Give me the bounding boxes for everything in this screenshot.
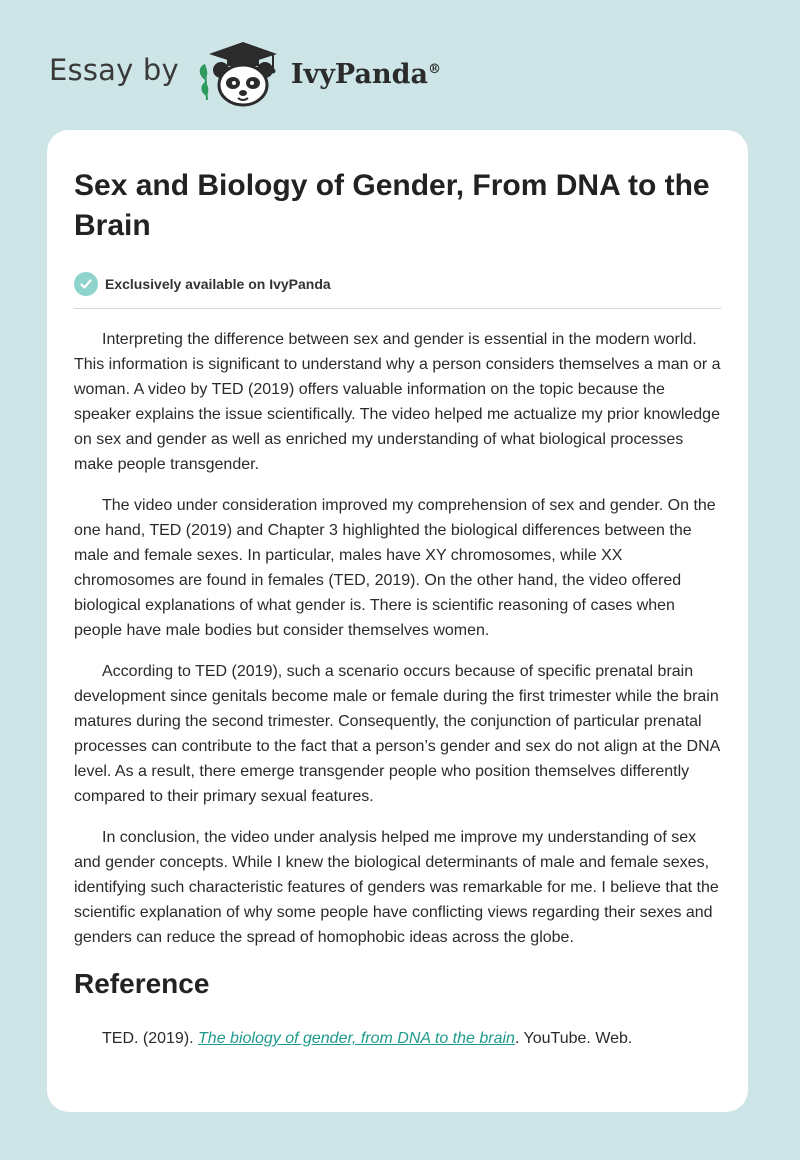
reference-heading: Reference [74,968,210,999]
exclusive-badge-row [74,272,721,309]
reference-link[interactable]: The biology of gender, from DNA to the brain [198,1030,515,1047]
essay-paragraph: The video under consideration improved my comprehension of sex and gender. On the one hand, TED (2019) and Chapter 3 highlighted the biological differences between the male and female sexes. In particular, males have XY chromosomes, while XX chromosomes are found in females (TED, 2019). On the other hand, the video offered biological explanations of what gender is. There is scientific reasoning of cases when people have male bodies but consider themselves women. [74,497,716,639]
essay-paragraph: Interpreting the difference between sex and gender is essential in the modern world. This information is significant to understand why a person considers themselves a man or a woman. A video by TED (2019) offers valuable information on the topic because the speaker explains the issue scientifically. The video helped me actualize my prior knowledge on sex and gender as well as enriched my understanding of what biological processes make people transgender. [74,331,721,473]
site-header [49,38,441,108]
brand-label: IvyPanda [290,58,428,90]
essay-paragraph: According to TED (2019), such a scenario occurs because of specific prenatal brain development since genitals become male or female during the first trimester while the brain matures during the second trimester. Consequently, the conjunction of particular prenatal processes can contribute to the fact that a person’s gender and sex do not align at the DNA level. As a result, there emerge transgender people who position themselves differently compared to their primary sexual features. [74,663,720,805]
brand-name[interactable] [291,59,441,90]
essay-card [47,130,748,1112]
reference-entry [74,1026,721,1051]
check-icon [74,272,98,296]
essay-title: Sex and Biology of Gender, From DNA to the Brain [74,169,710,242]
essay-paragraph: In conclusion, the video under analysis helped me improve my understanding of sex and gender concepts. While I knew the biological determinants of male and female sexes, identifying such characteristic features of genders was remarkable for me. I believe that the scientific explanation of why some people have conflicting views regarding their sexes and genders can reduce the spread of homophobic ideas across the globe. [74,829,719,946]
panda-graduate-icon[interactable] [193,38,287,108]
exclusive-label: Exclusively available on IvyPanda [105,276,331,292]
reference-suffix: . YouTube. Web. [514,1030,633,1047]
essay-by-label: Essay by [49,53,179,87]
trademark-symbol: ® [427,61,441,77]
reference-prefix: TED. (2019). [102,1030,199,1047]
